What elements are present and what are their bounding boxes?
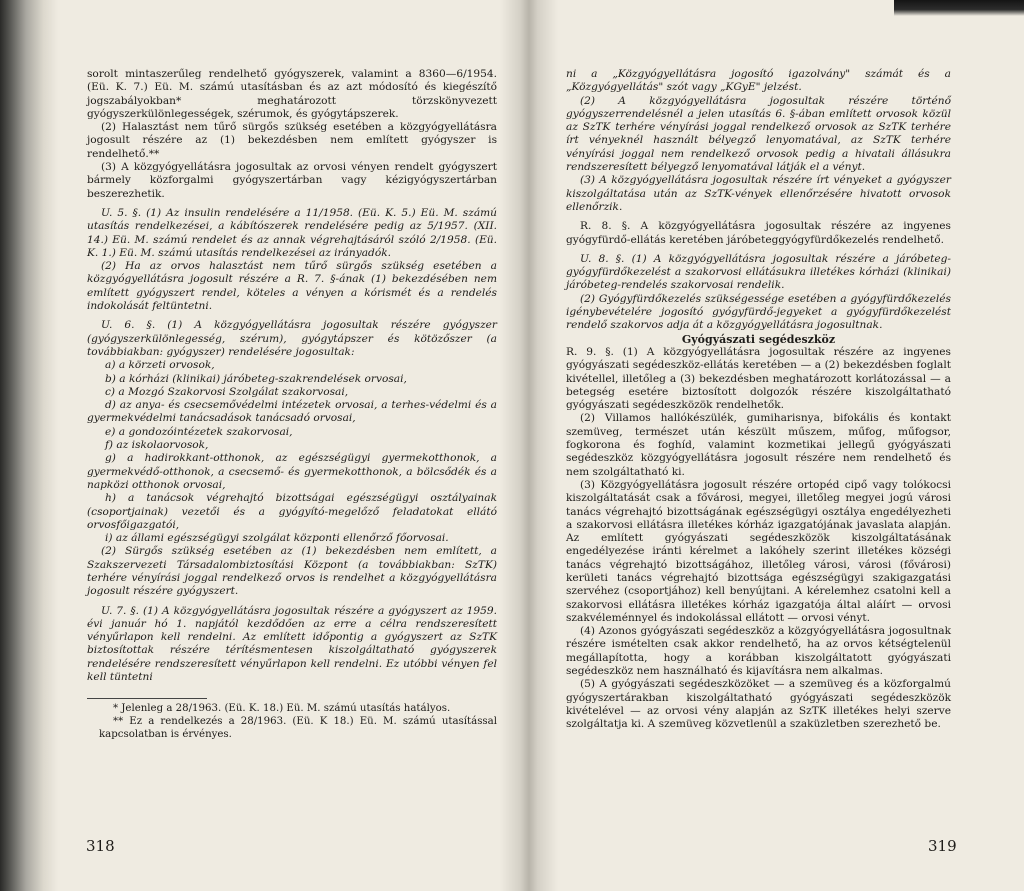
paragraph: (4) Azonos gyógyászati segédeszköz a közgyógyellátásra jogosultnak részére ismételten csak akkor rendelhető, ha az orvos kétségtelenül megállapította, hogy a korábban kiszolgáltatott gyógyászati segédeszköz nem használható és kijavításra nem alkalmas. <box>566 625 951 678</box>
scan-shadow-left <box>0 0 58 891</box>
footnote: * Jelenleg a 28/1963. (Eü. K. 18.) Eü. M. számú utasítás hatályos. <box>113 703 451 715</box>
paragraph: h) a tanácsok végrehajtó bizottságai egészségügyi osztályainak (csoportjainak) vezetői és a gyógyító-megelőző feladatokat ellátó orvosfőigazgatói, <box>87 492 497 531</box>
right-page-column <box>566 68 951 732</box>
left-page-column <box>87 68 497 741</box>
paragraph: (3) A közgyógyellátásra jogosultak az orvosi vényen rendelt gyógyszert bármely közforgalmi gyógyszertárban vagy kézigyógyszertárban beszerezhetik. <box>87 161 497 200</box>
paragraph: R. 9. §. (1) A közgyógyellátásra jogosultak részére az ingyenes gyógyászati segédeszköz-ellátás keretében — a (2) bekezdésben foglalt kivétellel, illetőleg a (3) bekezdésben meghatározott korlátozással — a betegség esetére biztosított dolgozók részére kiszolgáltatható gyógyászati segédeszközök rendelhetők. <box>566 345 951 412</box>
paragraph: sorolt mintaszerűleg rendelhető gyógyszerek, valamint a 8360—6/1954. (Eü. K. 7.) Eü. M. számú utasításban és az azt módosító és kiegészítő jogszabályokban* meghatározott törzskönyvezett gyógyszerkülönlegességek, szérumok, és gyógytápszerek. <box>87 68 497 120</box>
page-number-right: 319 <box>928 837 957 855</box>
paragraph: (2) Halasztást nem tűrő sürgős szükség esetében a közgyógyellátásra jogosult részére az (1) bekezdésben nem említett gyógyszer is rendelhető.** <box>87 121 497 160</box>
paragraph: R. 8. §. A közgyógyellátásra jogosultak részére az ingyenes gyógyfürdő-ellátás keretében járóbeteggyógyfürdőkezelés rendelhető. <box>566 220 951 246</box>
paragraph: U. 5. §. (1) Az insulin rendelésére a 11/1958. (Eü. K. 5.) Eü. M. számú utasítás rendelkezései, a kábítószerek rendelésére pedig az 5/1957. (XII. 14.) Eü. M. számú rendelet és az annak végrehajtásáról szóló 2/1958. (Eü. K. 1.) Eü. M. számú utasítás rendelkezései az irányadók. <box>87 206 497 259</box>
scan-edge-top-right <box>894 0 1024 16</box>
paragraph: (3) Közgyógyellátásra jogosult részére ortopéd cipő vagy tolókocsi kiszolgáltatását csak a fővárosi, megyei, illetőleg megyei jogú városi tanács végrehajtó bizottságának egészségügyi osztálya engedélyezheti a szakorvosi ellátásra illetékes kórház igazgatójának javaslata alapján. Az említett gyógyászati segédeszközök kiszolgáltatásának engedélyezése iránti kérelmet a lakóhely szerint illetékes községi tanács végrehajtó bizottságához, illetőleg városi, városi (fővárosi) kerületi tanács végrehajtó bizottsága egészségügyi szakigazgatási szervéhez (csoportjához) kell benyújtani. A kérelemhez csatolni kell a szakorvosi ellátásra illetékes kórház igazgatója által aláírt — orvosi szakvéleménnyel és indokolással ellátott — orvosi vényt. <box>566 478 951 624</box>
page-number-left: 318 <box>86 837 115 855</box>
section-heading: Gyógyászati segédeszköz <box>681 332 836 346</box>
paragraph: U. 6. §. (1) A közgyógyellátásra jogosultak részére gyógyszer (gyógyszerkülönlegesség, szérum), gyógytápszer és kötözőszer (a továbbiakban: gyógyszer) rendelésére jogosultak: <box>87 319 497 358</box>
paragraph: i) az állami egészségügyi szolgálat központi ellenőrző főorvosai. <box>105 532 449 545</box>
paragraph: (5) A gyógyászati segédeszközöket — a szemüveg és a közforgalmú gyógyszertárakban kiszolgáltatható gyógyászati segédeszközök kivételével — az orvosi vény alapján az SzTK illetékes helyi szerve szolgáltatja ki. A szemüveg közvetlenül a szaküzletben szerezhető be. <box>566 678 951 731</box>
paragraph: b) a kórházi (klinikai) járóbeteg-szakrendelések orvosai, <box>105 372 407 385</box>
paragraph: (2) Ha az orvos halasztást nem tűrő sürgős szükség esetében a közgyógyellátásra jogosult részére a R. 7. §-ának (1) bekezdésében nem említett gyógyszert rendel, köteles a vényen a kórismét és a rendelés indokolását feltüntetni. <box>87 260 497 313</box>
paragraph: d) az anya- és csecsemővédelmi intézetek orvosai, a terhes-védelmi és a gyermekvédelmi tanácsadások tanácsadó orvosai, <box>87 399 497 425</box>
paragraph: c) a Mozgó Szakorvosi Szolgálat szakorvosai, <box>105 385 349 398</box>
paragraph: g) a hadirokkant-otthonok, az egészségügyi gyermekotthonok, a gyermekvédő-otthonok, a csecsemő- és gyermekotthonok, a bölcsődék és a napközi otthonok orvosai, <box>87 452 497 491</box>
paragraph: (3) A közgyógyellátásra jogosultak részére írt vényeket a gyógyszer kiszolgáltatása után az SzTK-vények ellenőrzésére hivatott orvosok ellenőrzik. <box>566 174 951 213</box>
right-page-text-after-heading <box>566 346 951 732</box>
paragraph: U. 7. §. (1) A közgyógyellátásra jogosultak részére a gyógyszert az 1959. évi január hó 1. napjától kezdődően az erre a célra rendszeresített vényűrlapon kell rendelni. Az említett időpontig a gyógyszert az SzTK biztosítottak részére térítésmentesen kiszolgáltatható gyógyszerek rendelésére rendszeresített vényűrlapon kell rendelni. Ez utóbbi vényen fel kell tüntetni <box>87 604 497 684</box>
footnote-rule <box>87 698 207 699</box>
paragraph: (2) Sürgős szükség esetében az (1) bekezdésben nem említett, a Szakszervezeti Társadalombiztosítási Központ (a továbbiakban: SzTK) terhére vényírási joggal rendelkező orvos is rendelhet a közgyógyellátásra jogosult részére gyógyszert. <box>87 545 497 598</box>
paragraph: (2) Gyógyfürdőkezelés szükségessége esetében a gyógyfürdőkezelés igénybevételére jogosító gyógyfürdő-jegyeket a gyógyfürdőkezelést rendelő szakorvos adja át a közgyógyellátásra jogosultnak. <box>566 292 951 332</box>
footnote: ** Ez a rendelkezés a 28/1963. (Eü. K 18.) Eü. M. számú utasítással kapcsolatban is érvényes. <box>99 715 497 740</box>
book-gutter <box>500 0 558 891</box>
paragraph: (2) A közgyógyellátásra jogosultak részére történő gyógyszerrendelésnél a jelen utasítás 6. §-ában említett orvosok közül az SzTK terhére vényírási joggal rendelkező orvosok az SzTK terhére írt vényeknél használt bélyegző lenyomatával, az SzTK terhére vényírási joggal nem rendelkező orvosok pedig a hivatali állásukra rendszeresített bélyegző lenyomatával látják el a vényt. <box>566 94 951 174</box>
paragraph: U. 8. §. (1) A közgyógyellátásra jogosultak részére a járóbeteg-gyógyfürdőkezelést a szakorvosi ellátásukra illetékes kórházi (klinikai) járóbeteg-rendelés szakorvosai rendelik. <box>566 252 951 292</box>
paragraph: (2) Villamos hallókészülék, gumiharisnya, bifokális és kontakt szemüveg, természet után készült műszem, műfog, műfogsor, fogkorona és foghíd, valamint kozmetikai jellegű gyógyászati segédeszköz közgyógyellátásra jogosult részére nem rendelhető és nem szolgáltatható ki. <box>566 412 951 478</box>
left-page-text <box>87 68 497 684</box>
right-page-text <box>566 68 951 333</box>
paragraph: ni a „Közgyógyellátásra jogosító igazolvány" számát és a „Közgyógyellátás" szót vagy „KGyE" jelzést. <box>566 68 951 94</box>
paragraph: a) a körzeti orvosok, <box>105 359 215 372</box>
footnotes <box>87 703 497 741</box>
paragraph: e) a gondozóintézetek szakorvosai, <box>105 425 293 438</box>
paragraph: f) az iskolaorvosok, <box>105 439 209 452</box>
